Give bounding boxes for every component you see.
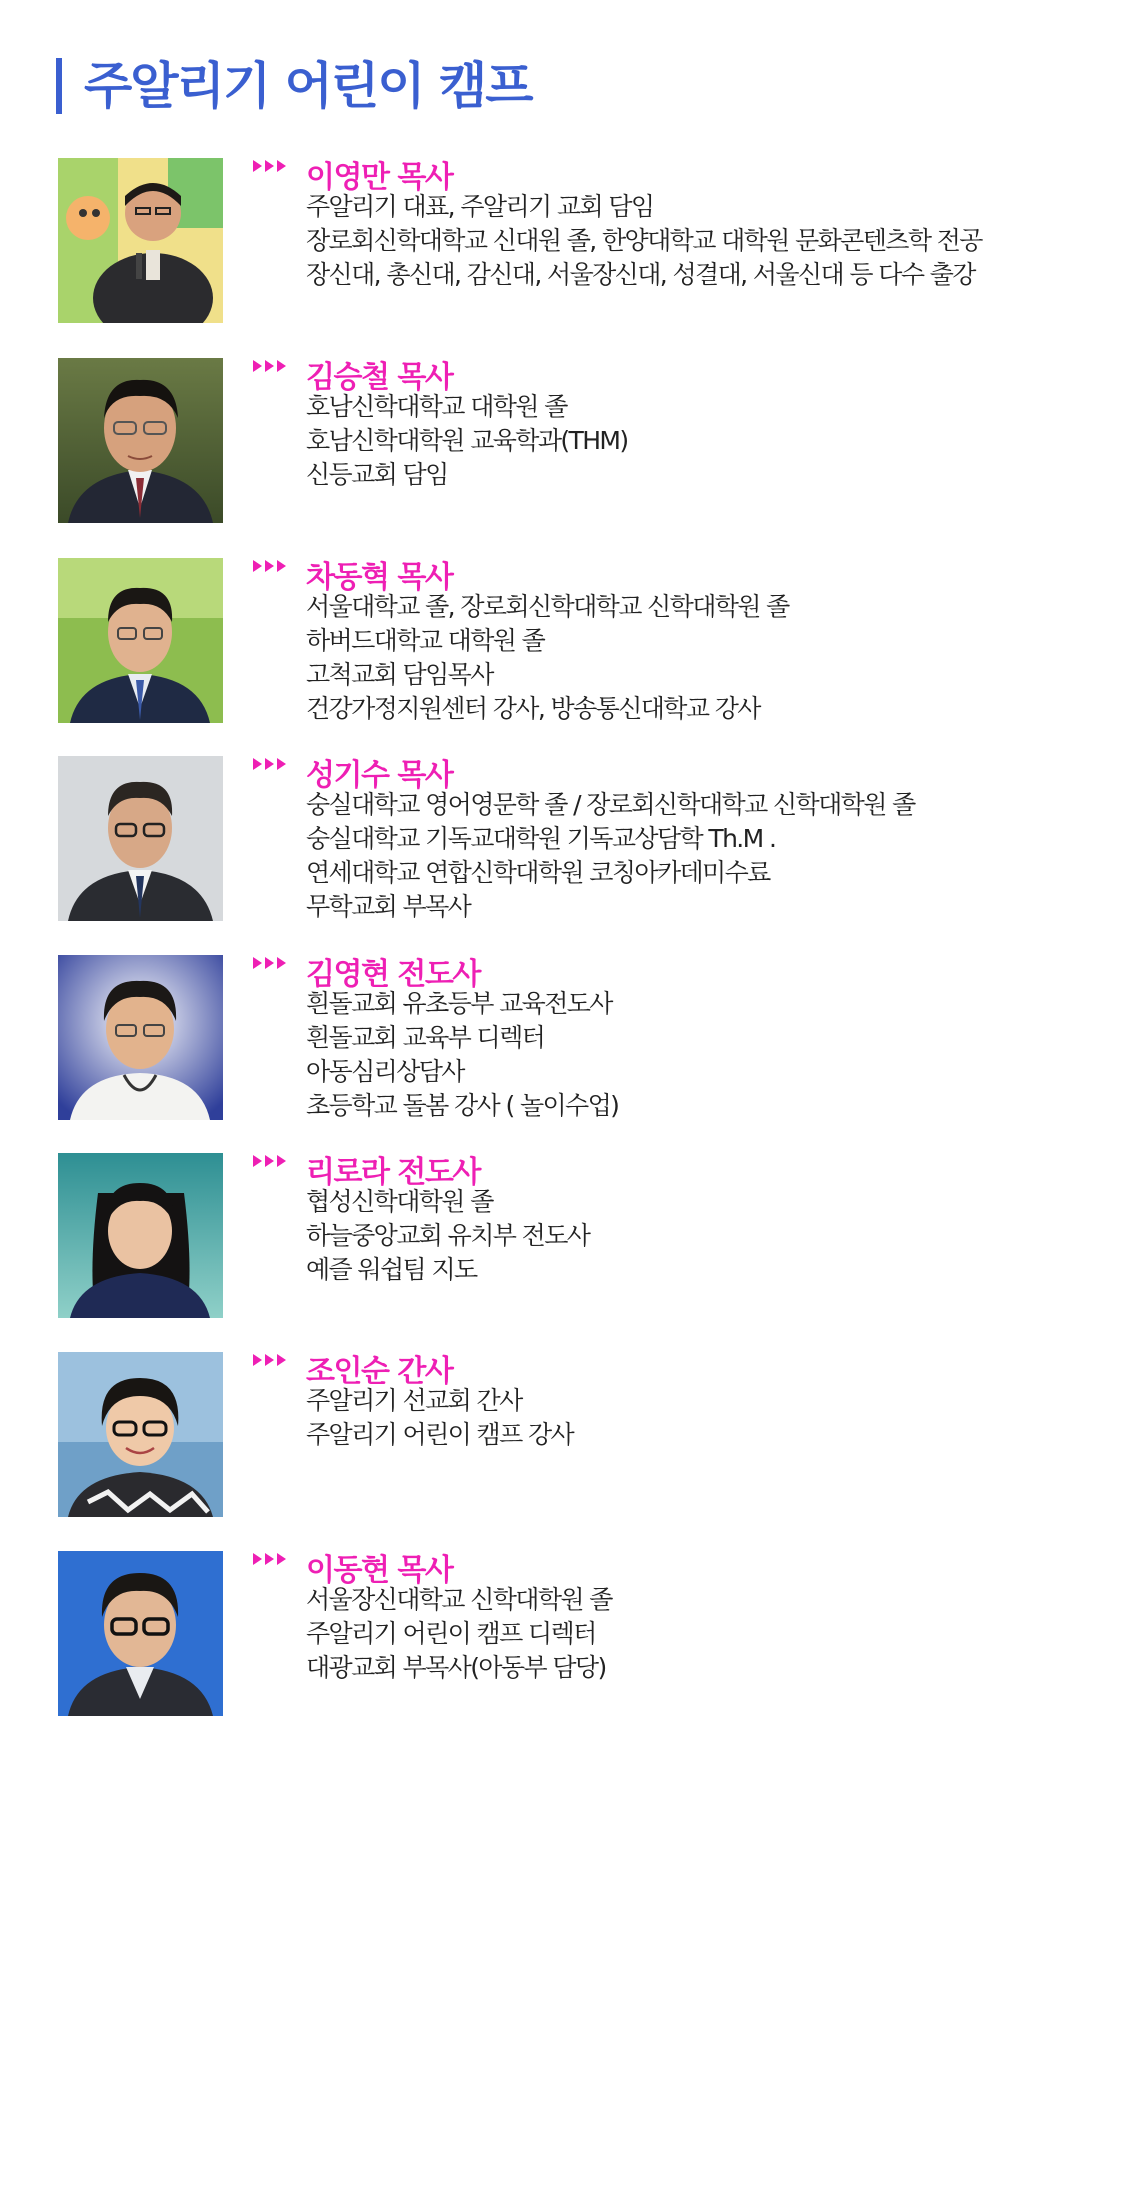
arrow-bullet-icon	[253, 1354, 286, 1366]
description-line: 아동심리상담사	[306, 1057, 464, 1086]
description-line: 예즐 워쉽팀 지도	[306, 1255, 477, 1284]
staff-card	[58, 1153, 1098, 1321]
staff-card	[58, 1352, 1098, 1520]
staff-photo	[58, 358, 223, 523]
staff-card	[58, 955, 1098, 1123]
staff-description	[306, 590, 789, 726]
person-photo-icon	[58, 1551, 223, 1716]
staff-description	[306, 987, 618, 1123]
staff-description	[306, 1583, 612, 1685]
staff-name: 리로라 전도사	[306, 1155, 480, 1190]
person-photo-icon	[58, 1352, 223, 1517]
person-photo-icon	[58, 158, 223, 323]
description-line: 주알리기 어린이 캠프 디렉터	[306, 1619, 596, 1648]
description-line: 주알리기 대표, 주알리기 교회 담임	[306, 192, 654, 221]
staff-description	[306, 1384, 573, 1452]
description-line: 무학교회 부목사	[306, 892, 471, 921]
staff-description	[306, 390, 628, 492]
staff-card	[58, 158, 1098, 326]
person-photo-icon	[58, 1153, 223, 1318]
description-line: 서울대학교 졸, 장로회신학대학교 신학대학원 졸	[306, 592, 789, 621]
staff-card	[58, 558, 1098, 726]
arrow-bullet-icon	[253, 1155, 286, 1167]
description-line: 흰돌교회 교육부 디렉터	[306, 1023, 545, 1052]
person-photo-icon	[58, 358, 223, 523]
staff-description	[306, 788, 915, 924]
staff-photo	[58, 756, 223, 921]
description-line: 장신대, 총신대, 감신대, 서울장신대, 성결대, 서울신대 등 다수 출강	[306, 260, 975, 289]
staff-description	[306, 190, 982, 292]
staff-name: 성기수 목사	[306, 758, 453, 793]
staff-photo	[58, 1551, 223, 1716]
arrow-bullet-icon	[253, 957, 286, 969]
description-line: 하늘중앙교회 유치부 전도사	[306, 1221, 590, 1250]
staff-photo	[58, 558, 223, 723]
arrow-bullet-icon	[253, 758, 286, 770]
arrow-bullet-icon	[253, 160, 286, 172]
description-line: 숭실대학교 기독교대학원 기독교상담학 Th.M .	[306, 824, 776, 853]
staff-card	[58, 358, 1098, 526]
description-line: 숭실대학교 영어영문학 졸 / 장로회신학대학교 신학대학원 졸	[306, 790, 915, 819]
description-line: 장로회신학대학교 신대원 졸, 한양대학교 대학원 문화콘텐츠학 전공	[306, 226, 982, 255]
arrow-bullet-icon	[253, 360, 286, 372]
description-line: 주알리기 어린이 캠프 강사	[306, 1420, 574, 1449]
staff-card	[58, 756, 1098, 924]
staff-name: 이영만 목사	[306, 160, 453, 195]
staff-name: 이동현 목사	[306, 1553, 453, 1588]
arrow-bullet-icon	[253, 1553, 286, 1565]
staff-photo	[58, 158, 223, 323]
staff-name: 차동혁 목사	[306, 560, 453, 595]
description-line: 대광교회 부목사(아동부 담당)	[306, 1653, 606, 1682]
description-line: 신등교회 담임	[306, 460, 448, 489]
staff-name: 김영현 전도사	[306, 957, 480, 992]
description-line: 호남신학대학교 대학원 졸	[306, 392, 567, 421]
staff-photo	[58, 1153, 223, 1318]
description-line: 흰돌교회 유초등부 교육전도사	[306, 989, 612, 1018]
arrow-bullet-icon	[253, 560, 286, 572]
description-line: 주알리기 선교회 간사	[306, 1386, 522, 1415]
staff-name: 김승철 목사	[306, 360, 453, 395]
description-line: 하버드대학교 대학원 졸	[306, 626, 545, 655]
description-line: 연세대학교 연합신학대학원 코칭아카데미수료	[306, 858, 770, 887]
description-line: 호남신학대학원 교육학과(THM)	[306, 426, 628, 455]
description-line: 초등학교 돌봄 강사 ( 놀이수업)	[306, 1091, 619, 1120]
description-line: 협성신학대학원 졸	[306, 1187, 493, 1216]
description-line: 건강가정지원센터 강사, 방송통신대학교 강사	[306, 694, 760, 723]
description-line: 고척교회 담임목사	[306, 660, 493, 689]
staff-photo	[58, 955, 223, 1120]
person-photo-icon	[58, 558, 223, 723]
staff-photo	[58, 1352, 223, 1517]
person-photo-icon	[58, 756, 223, 921]
staff-description	[306, 1185, 589, 1287]
person-photo-icon	[58, 955, 223, 1120]
description-line: 서울장신대학교 신학대학원 졸	[306, 1585, 612, 1614]
page-title: 주알리기 어린이 캠프	[84, 57, 532, 115]
staff-card	[58, 1551, 1098, 1719]
staff-name: 조인순 간사	[306, 1354, 453, 1389]
